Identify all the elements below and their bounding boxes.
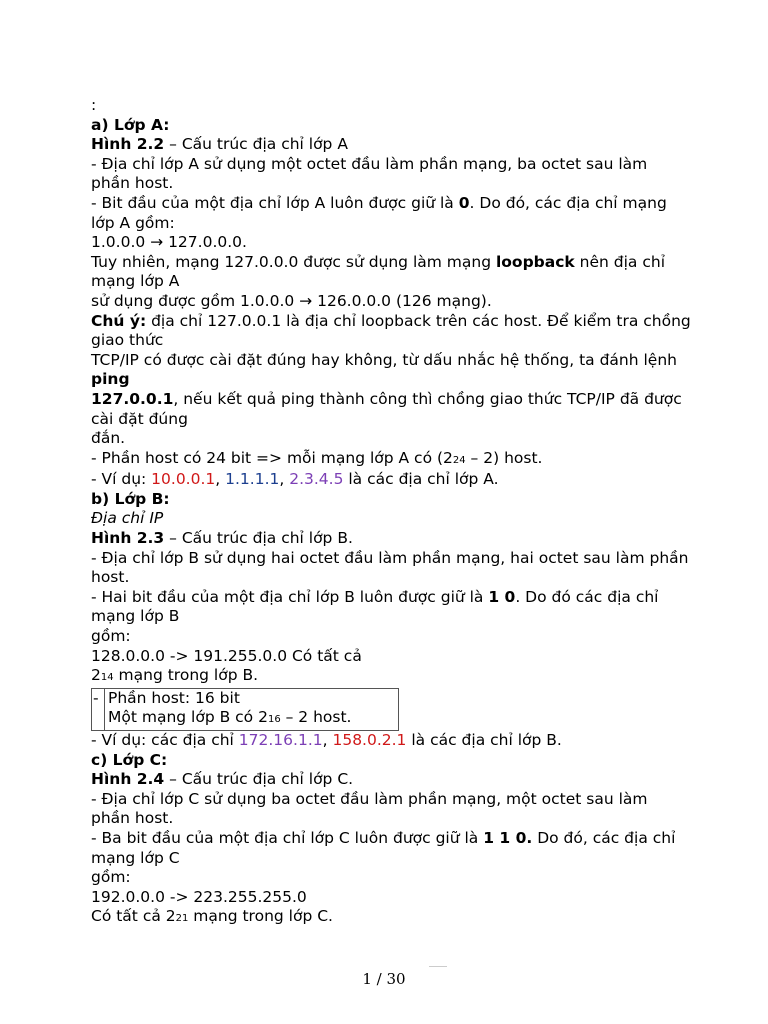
heading-class-a: a) Lớp A: <box>91 115 170 134</box>
paragraph: 1.0.0.0 → 127.0.0.0. <box>91 233 247 252</box>
image-caption: Địa chỉ IP <box>91 509 164 528</box>
paragraph: Tuy nhiên, mạng 127.0.0.0 được sử dụng làm mạng loopback nên địa chỉ mạng lớp A <box>91 252 665 291</box>
paragraph: TCP/IP có được cài đặt đúng hay không, từ dấu nhắc hệ thống, ta đánh lệnh ping <box>91 350 677 389</box>
example-class-b: - Ví dụ: các địa chỉ 172.16.1.1, 158.0.2.1 là các địa chỉ lớp B. <box>91 731 562 749</box>
stray-colon: : <box>91 96 97 114</box>
page-number: 1 / 30 <box>362 970 406 988</box>
paragraph: - Phần host có 24 bit => mỗi mạng lớp A có (224 – 2) host. <box>91 448 543 467</box>
figure-caption-2-4: Hình 2.4 – Cấu trúc địa chỉ lớp C. <box>91 770 354 789</box>
paragraph: - Ba bit đầu của một địa chỉ lớp C luôn được giữ là 1 1 0. Do đó, các địa chỉ mạng lớp C <box>91 828 676 867</box>
paragraph: 127.0.0.1, nếu kết quả ping thành công thì chồng giao thức TCP/IP đã được cài đặt đúng <box>91 389 682 428</box>
figure-caption-2-3: Hình 2.3 – Cấu trúc địa chỉ lớp B. <box>91 529 353 548</box>
box-divider <box>104 689 105 730</box>
figure-caption-2-2: Hình 2.2 – Cấu trúc địa chỉ lớp A <box>91 135 348 154</box>
heading-class-c: c) Lớp C: <box>91 750 168 769</box>
paragraph: Có tất cả 221 mạng trong lớp C. <box>91 907 333 926</box>
paragraph: đắn. <box>91 429 126 448</box>
note: Chú ý: địa chỉ 127.0.0.1 là địa chỉ loopback trên các host. Để kiểm tra chồng giao thức <box>91 311 691 350</box>
box-line: Một mạng lớp B có 216 – 2 host. <box>108 708 352 727</box>
box-line: Phần host: 16 bit <box>108 688 240 707</box>
paragraph: gồm: <box>91 627 131 646</box>
paragraph: gồm: <box>91 868 131 887</box>
paragraph: sử dụng được gồm 1.0.0.0 → 126.0.0.0 (126 mạng). <box>91 291 492 310</box>
example-class-a: - Ví dụ: 10.0.0.1, 1.1.1.1, 2.3.4.5 là các địa chỉ lớp A. <box>91 470 499 489</box>
paragraph: - Hai bit đầu của một địa chỉ lớp B luôn được giữ là 1 0. Do đó các địa chỉ mạng lớp B <box>91 587 659 626</box>
heading-class-b: b) Lớp B: <box>91 489 170 508</box>
box-dash: - <box>93 688 99 707</box>
paragraph: 192.0.0.0 -> 223.255.255.0 <box>91 887 307 906</box>
paragraph: - Địa chỉ lớp C sử dụng ba octet đầu làm phần mạng, một octet sau làm phần host. <box>91 789 648 828</box>
footer-divider <box>429 966 447 967</box>
document-body <box>91 96 691 929</box>
paragraph: 214 mạng trong lớp B. <box>91 666 259 685</box>
paragraph: - Địa chỉ lớp B sử dụng hai octet đầu làm phần mạng, hai octet sau làm phần host. <box>91 548 689 587</box>
paragraph: 128.0.0.0 -> 191.255.0.0 Có tất cả <box>91 646 362 665</box>
paragraph: - Địa chỉ lớp A sử dụng một octet đầu làm phần mạng, ba octet sau làm phần host. <box>91 154 648 193</box>
host-info-box <box>91 688 399 731</box>
paragraph: - Bit đầu của một địa chỉ lớp A luôn được giữ là 0. Do đó, các địa chỉ mạng lớp A gồm: <box>91 193 667 232</box>
